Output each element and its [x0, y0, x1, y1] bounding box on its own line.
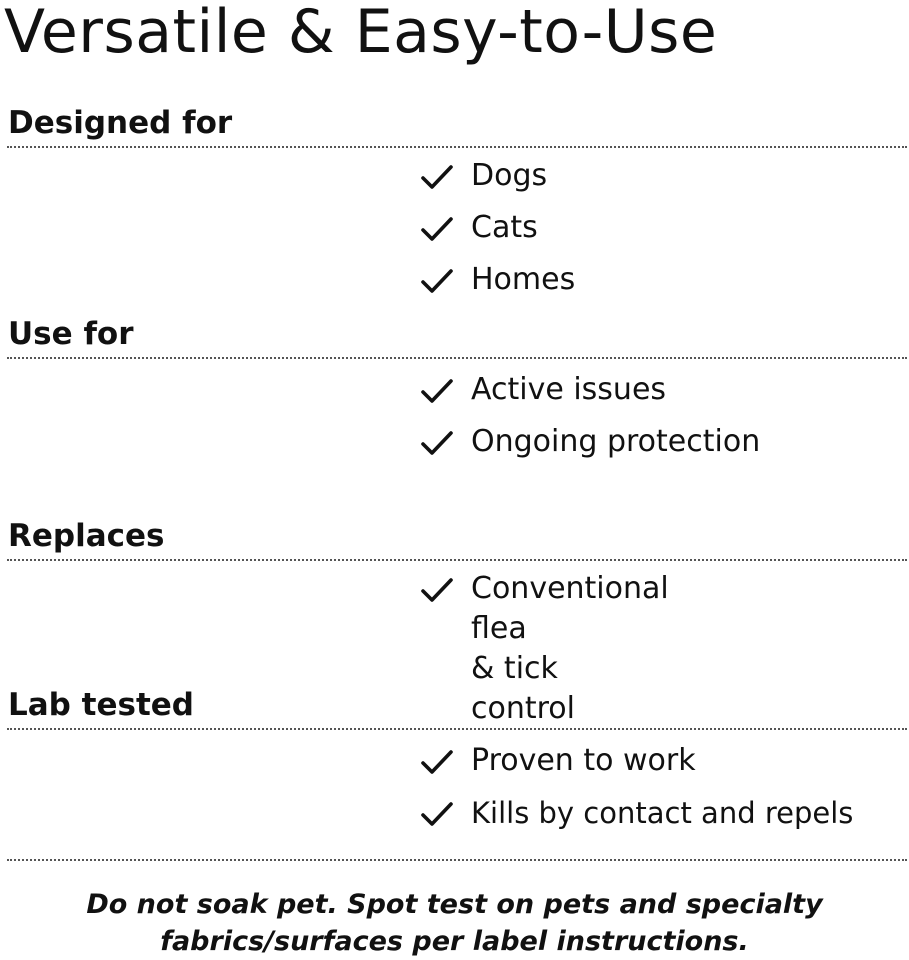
section-divider [7, 146, 907, 148]
section-label-replaces: Replaces [8, 518, 165, 554]
section-divider [7, 559, 907, 561]
list-item-label: Cats [471, 210, 538, 245]
section-label-designed-for: Designed for [8, 105, 233, 141]
section-divider [7, 728, 907, 730]
list-item-label: Homes [471, 262, 576, 297]
list-item-label: Ongoing protection [471, 424, 761, 459]
list-item-label: Kills by contact and repels [471, 796, 854, 830]
check-mark-icon [420, 378, 454, 406]
check-mark-icon [420, 164, 454, 192]
section-divider [7, 357, 907, 359]
check-mark-icon [420, 268, 454, 296]
list-item-label: Conventional flea & tick control [471, 571, 669, 726]
disclaimer [0, 886, 909, 960]
check-mark-icon [420, 749, 454, 777]
disclaimer-line: fabrics/surfaces per label instructions. [160, 926, 749, 957]
list-item-label: Dogs [471, 158, 548, 193]
section-divider [7, 859, 907, 861]
page-title: Versatile & Easy-to-Use [4, 0, 718, 67]
section-label-use-for: Use for [8, 316, 134, 352]
disclaimer-line: Do not soak pet. Spot test on pets and specialty [86, 889, 823, 920]
section-label-lab-tested: Lab tested [8, 687, 194, 723]
check-mark-icon [420, 801, 454, 829]
check-mark-icon [420, 216, 454, 244]
check-mark-icon [420, 430, 454, 458]
check-mark-icon [420, 577, 454, 605]
list-item-label: Active issues [471, 372, 667, 407]
list-item-label: Proven to work [471, 743, 696, 778]
